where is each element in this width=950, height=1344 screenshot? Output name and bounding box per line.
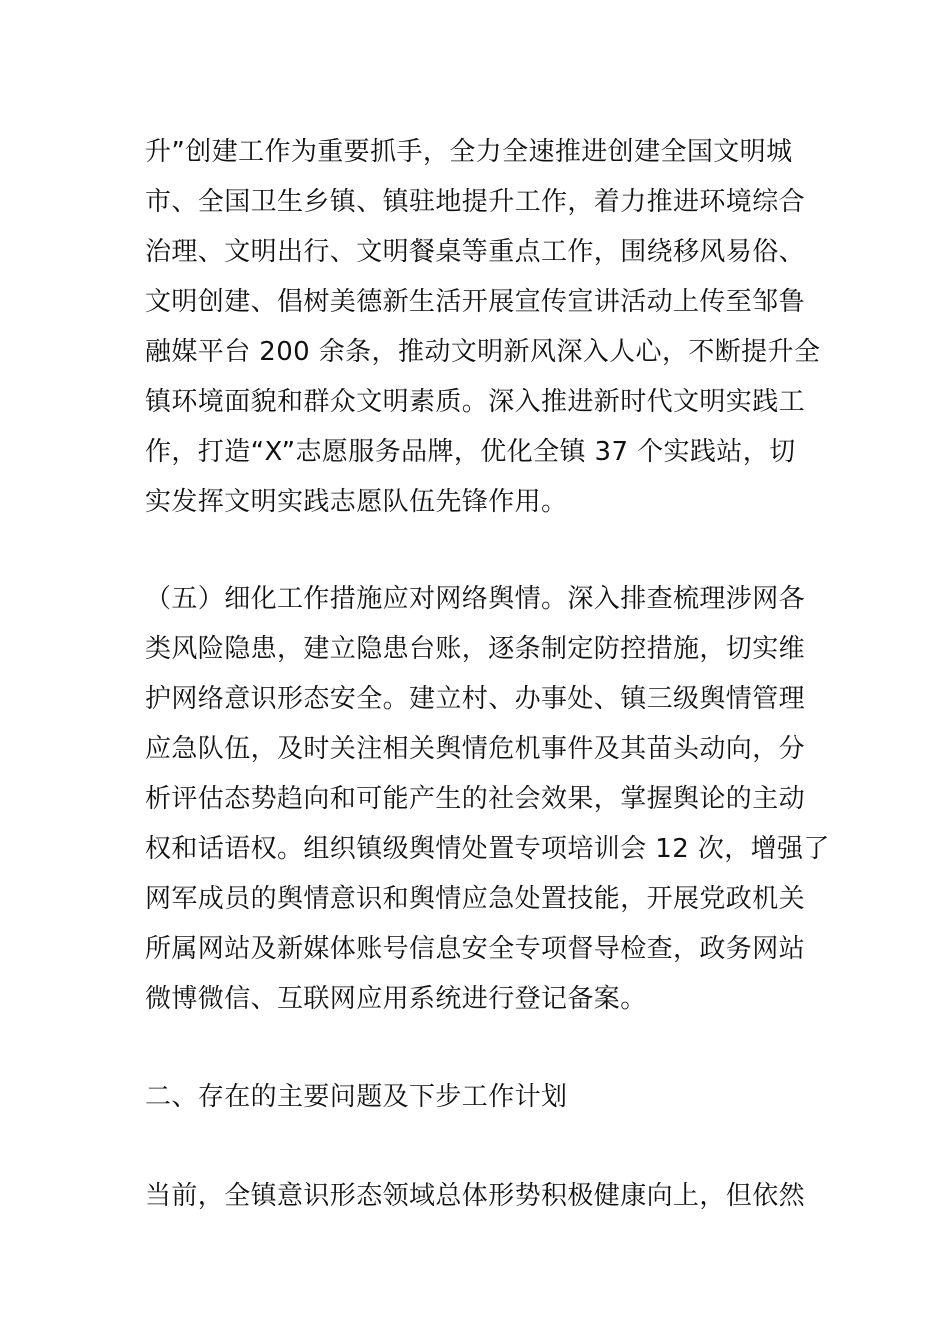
text-line: 权和话语权。组织镇级舆情处置专项培训会 12 次，增强了 [145, 834, 830, 864]
paragraph-civilization-creation [145, 127, 825, 527]
text-line: 当前，全镇意识形态领域总体形势积极健康向上，但依然 [145, 1181, 806, 1211]
text-line: 融媒平台 200 余条，推动文明新风深入人心，不断提升全 [145, 337, 821, 367]
text-line: 护网络意识形态安全。建立村、办事处、镇三级舆情管理 [145, 684, 806, 714]
text-line: 实发挥文明实践志愿队伍先锋作用。 [145, 487, 568, 517]
text-line: 类风险隐患，建立隐患台账，逐条制定防控措施，切实维 [145, 634, 806, 664]
section-heading-problems-and-plans [145, 1072, 825, 1122]
text-line: 升”创建工作为重要抓手，全力全速推进创建全国文明城 [145, 137, 793, 167]
text-line: 网军成员的舆情意识和舆情应急处置技能，开展党政机关 [145, 884, 806, 914]
text-line: 应急队伍，及时关注相关舆情危机事件及其苗头动向，分 [145, 734, 806, 764]
text-line: 析评估态势趋向和可能产生的社会效果，掌握舆论的主动 [145, 784, 806, 814]
section-heading: 二、存在的主要问题及下步工作计划 [145, 1082, 568, 1112]
text-line: 所属网站及新媒体账号信息安全专项督导检查，政务网站 [145, 934, 806, 964]
paragraph-network-public-opinion [145, 574, 830, 1024]
text-line: 治理、文明出行、文明餐桌等重点工作，围绕移风易俗、 [145, 237, 806, 267]
text-line: （五）细化工作措施应对网络舆情。深入排查梳理涉网各 [145, 584, 806, 614]
text-line: 市、全国卫生乡镇、镇驻地提升工作，着力推进环境综合 [145, 187, 806, 217]
text-line: 作，打造“X”志愿服务品牌，优化全镇 37 个实践站，切 [145, 437, 796, 467]
text-line: 文明创建、倡树美德新生活开展宣传宣讲活动上传至邹鲁 [145, 287, 806, 317]
text-line: 镇环境面貌和群众文明素质。深入推进新时代文明实践工 [145, 387, 806, 417]
paragraph-current-situation [145, 1171, 825, 1221]
text-line: 微博微信、互联网应用系统进行登记备案。 [145, 984, 647, 1014]
